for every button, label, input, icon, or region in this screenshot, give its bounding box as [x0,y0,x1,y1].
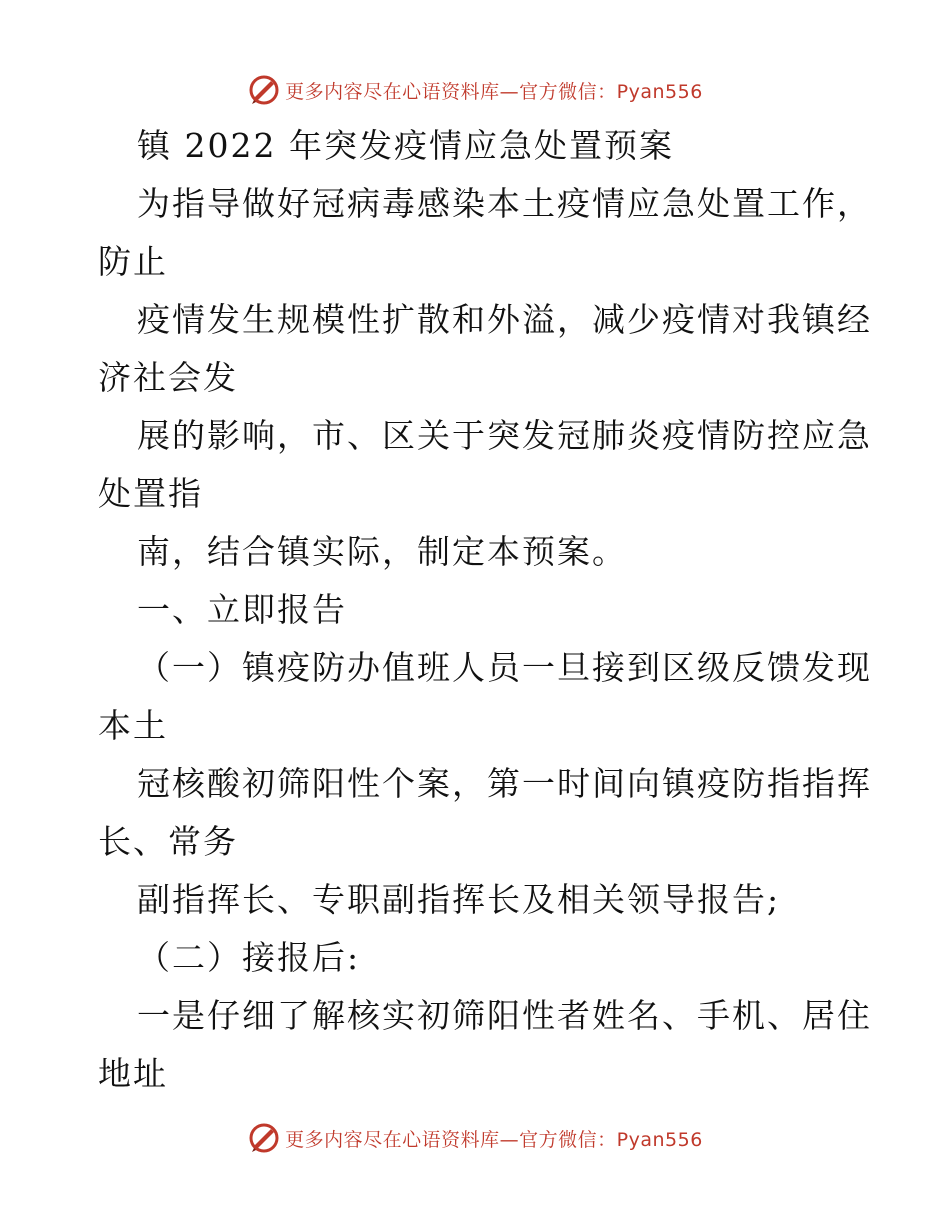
text-line: 处置指 [98,474,203,513]
document-title: 镇 2022 年突发疫情应急处置预案 [137,126,674,165]
text-line: 副指挥长、专职副指挥长及相关领导报告; [137,880,781,919]
text-line: 地址 [98,1054,168,1093]
text-line: （二）接报后: [137,938,361,977]
pen-logo-icon [247,1121,281,1155]
pen-logo-icon [247,73,281,107]
header-watermark-banner [0,70,950,110]
text-line: 展的影响，市、区关于突发冠肺炎疫情防控应急 [137,416,872,455]
text-line: 疫情发生规模性扩散和外溢，减少疫情对我镇经 [137,300,872,339]
text-line: 长、常务 [98,822,238,861]
text-line: 济社会发 [98,358,238,397]
footer-watermark-text: 更多内容尽在心语资料库—官方微信：Pyan556 [285,1128,703,1151]
header-watermark-text: 更多内容尽在心语资料库—官方微信：Pyan556 [285,80,703,103]
text-line: 本土 [98,706,168,745]
text-line: 防止 [98,242,168,281]
section-heading: 一、立即报告 [137,590,347,629]
text-line: 一是仔细了解核实初筛阳性者姓名、手机、居住 [137,996,872,1035]
text-line: （一）镇疫防办值班人员一旦接到区级反馈发现 [137,648,872,687]
text-line: 冠核酸初筛阳性个案，第一时间向镇疫防指指挥 [137,764,872,803]
text-line: 为指导做好冠病毒感染本土疫情应急处置工作， [137,184,872,223]
text-line: 南，结合镇实际，制定本预案。 [137,532,627,571]
footer-watermark-banner [0,1118,950,1158]
